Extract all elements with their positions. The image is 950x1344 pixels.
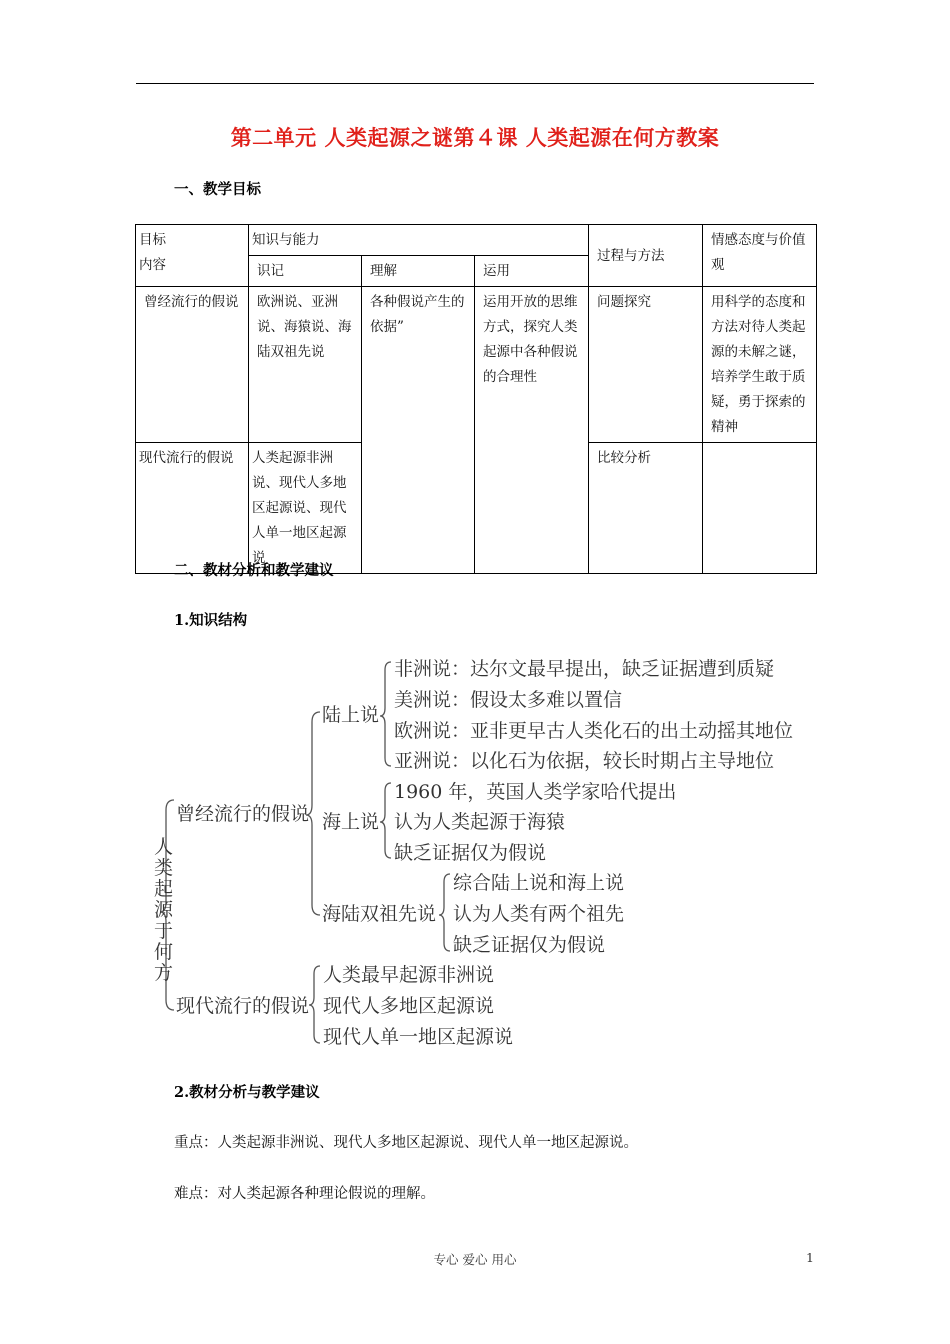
section-heading-objectives: 一、教学目标 <box>174 181 261 198</box>
root-char: 类 <box>154 857 174 879</box>
understand-cell: 各种假说产生的依据” <box>362 287 475 574</box>
header-rule <box>136 83 814 84</box>
difficult-point-paragraph: 难点：对人类起源各种理论假说的理解。 <box>174 1186 435 1202</box>
land-item: 欧洲说：亚非更早古人类化石的出土动摇其地位 <box>394 720 794 742</box>
root-char: 于 <box>154 920 174 942</box>
sea-item: 1960 年，英国人类学家哈代提出 <box>394 781 677 803</box>
row-past-recall: 欧洲说、亚洲说、海猿说、海陆双祖先说 <box>249 287 362 443</box>
header-process: 过程与方法 <box>589 225 703 287</box>
node-dual: 海陆双祖先说 <box>322 903 437 925</box>
brace-land <box>380 662 391 766</box>
root-char: 方 <box>154 962 174 984</box>
apply-cell: 运用开放的思维方式，探究人类起源中各种假说的合理性 <box>475 287 589 574</box>
objectives-table <box>135 224 817 574</box>
row-past-name: 曾经流行的假说 <box>136 287 249 443</box>
row-modern-emotion <box>703 443 817 574</box>
header-target-content <box>136 225 249 287</box>
header-knowledge: 知识与能力 <box>249 225 589 256</box>
page-number: 1 <box>806 1250 814 1265</box>
header-recall: 识记 <box>249 256 362 287</box>
header-apply: 运用 <box>475 256 589 287</box>
land-item: 非洲说：达尔文最早提出，缺乏证据遭到质疑 <box>394 658 775 680</box>
modern-item: 现代人单一地区起源说 <box>323 1026 514 1048</box>
header-target: 目标 <box>139 232 166 248</box>
dual-item: 缺乏证据仅为假说 <box>453 934 606 956</box>
header-content: 内容 <box>139 257 166 273</box>
modern-item: 现代人多地区起源说 <box>323 995 495 1017</box>
knowledge-structure-diagram <box>140 650 820 1055</box>
land-item: 美洲说：假设太多难以置信 <box>394 689 623 711</box>
row-past-process: 问题探究 <box>589 287 703 443</box>
row-past-emotion: 用科学的态度和方法对待人类起源的未解之谜，培养学生敢于质疑，勇于探索的精神 <box>703 287 817 443</box>
root-char: 源 <box>154 899 174 921</box>
row-modern-name: 现代流行的假说 <box>136 443 249 574</box>
dual-item: 认为人类有两个祖先 <box>453 903 625 925</box>
page-footer: 专心 爱心 用心 <box>433 1252 517 1267</box>
sea-item: 认为人类起源于海猿 <box>394 811 566 833</box>
subheading-structure: 1.知识结构 <box>174 612 248 629</box>
node-modern: 现代流行的假说 <box>176 995 310 1017</box>
header-emotion: 情感态度与价值观 <box>703 225 817 287</box>
root-char: 何 <box>154 941 174 963</box>
node-past: 曾经流行的假说 <box>176 803 310 825</box>
subheading-analysis: 2.教材分析与教学建议 <box>174 1084 320 1101</box>
brace-dual <box>439 874 450 951</box>
document-title: 第二单元 人类起源之谜第４课 人类起源在何方教案 <box>230 125 720 150</box>
section-heading-analysis: 二、教材分析和教学建议 <box>174 562 334 579</box>
land-item: 亚洲说：以化石为依据，较长时期占主导地位 <box>394 750 775 772</box>
dual-item: 综合陆上说和海上说 <box>453 872 625 894</box>
sea-item: 缺乏证据仅为假说 <box>394 842 547 864</box>
root-char: 人 <box>154 836 174 858</box>
node-land: 陆上说 <box>322 704 380 726</box>
root-char: 起 <box>154 878 174 900</box>
modern-item: 人类最早起源非洲说 <box>323 964 495 986</box>
header-understand: 理解 <box>362 256 475 287</box>
brace-sea <box>380 783 391 858</box>
row-modern-recall: 人类起源非洲说、现代人多地区起源说、现代人单一地区起源说 <box>249 443 362 574</box>
key-point-paragraph: 重点：人类起源非洲说、现代人多地区起源说、现代人单一地区起源说。 <box>174 1135 638 1151</box>
row-modern-process: 比较分析 <box>589 443 703 574</box>
node-sea: 海上说 <box>322 811 380 833</box>
brace-modern <box>309 966 320 1043</box>
